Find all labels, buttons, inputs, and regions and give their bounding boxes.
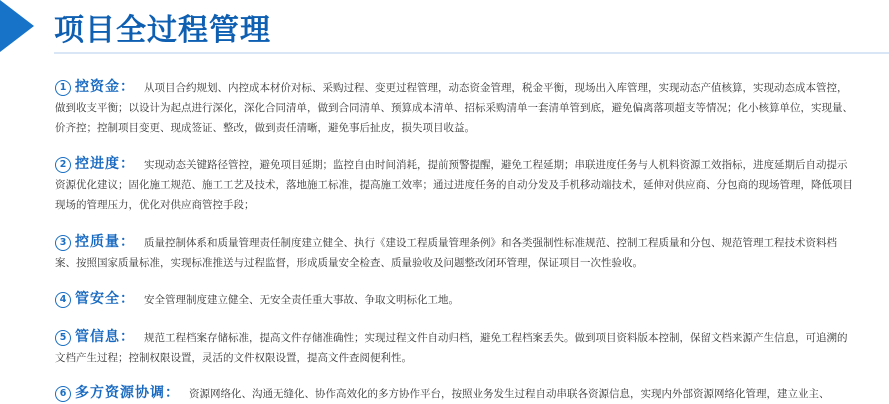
section-number-badge: 3	[55, 235, 71, 251]
section-body: 从项目合约规划、内控成本材价对标、采购过程、变更过程管理，动态资金管理，税金平衡，现场出入库管理，实现动态产值核算，实现动态成本管控，做到收支平衡；以设计为起点进行深化，深化合同清单，做到合同清单、预算成本清单、招标采购清单一套清单管到底，避免偏离落项超支等情况；化小核算单位，实现量、价齐控；控制项目变更、现成签证、整改，做到责任清晰，避免事后扯皮，损失项目收益。	[55, 82, 853, 134]
section-body: 资源网络化、沟通无缝化、协作高效化的多方协作平台，按照业务发生过程自动串联各资源信息，实现内外部资源网络化管理，建立业主、	[189, 388, 830, 400]
section-control-funds	[55, 77, 855, 138]
section-paragraph: 5 管信息： 规范工程档案存储标准，提高文件存储准确性；实现过程文件自动归档，避免工程档案丢失。做到项目资料版本控制，保留文档来源产生信息，可追溯的文档产生过程；控制权限设置，灵活的文件权限设置，提高文件查阅便利性。	[55, 329, 848, 364]
section-heading: 多方资源协调	[75, 385, 165, 401]
section-number-badge: 6	[55, 386, 71, 402]
section-number-badge: 5	[55, 330, 71, 346]
triangle-marker-icon	[0, 0, 34, 52]
section-heading: 管信息	[75, 329, 120, 345]
section-heading: 控质量	[75, 234, 120, 250]
page-title: 项目全过程管理	[54, 13, 271, 48]
section-paragraph: 1 控资金： 从项目合约规划、内控成本材价对标、采购过程、变更过程管理，动态资金管理，税金平衡，现场出入库管理，实现动态产值核算，实现动态成本管控，做到收支平衡；以设计为起点进行深化，深化合同清单，做到合同清单、预算成本清单、招标采购清单一套清单管到底，避免偏离落项超支等情况；化小核算单位，实现量、价齐控；控制项目变更、现成签证、整改，做到责任清晰，避免事后扯皮，损失项目收益。	[55, 79, 853, 134]
section-paragraph: 4 管安全： 安全管理制度建立健全、无安全责任重大事故、争取文明标化工地。	[55, 289, 855, 310]
section-body: 质量控制体系和质量管理责任制度建立健全、执行《建设工程质量管理条例》和各类强制性标准规范、控制工程质量和分包、规范管理工程技术资料档案、按照国家质量标准，实现标准推送与过程监督，形成质量安全检查、质量验收及问题整改闭环管理，保证项目一次性验收。	[55, 237, 837, 269]
section-paragraph: 3 控质量： 质量控制体系和质量管理责任制度建立健全、执行《建设工程质量管理条例》和各类强制性标准规范、控制工程质量和分包、规范管理工程技术资料档案、按照国家质量标准，实现标准推送与过程监督，形成质量安全检查、质量验收及问题整改闭环管理，保证项目一次性验收。	[55, 234, 837, 269]
section-paragraph: 6 多方资源协调： 资源网络化、沟通无缝化、协作高效化的多方协作平台，按照业务发生过程自动串联各资源信息，实现内外部资源网络化管理，建立业主、	[55, 383, 855, 404]
section-heading: 管安全	[75, 291, 120, 307]
page-header	[0, 0, 889, 56]
section-heading: 控进度	[75, 156, 120, 172]
section-number-badge: 1	[55, 80, 71, 96]
section-number-badge: 4	[55, 292, 71, 308]
section-heading: 控资金	[75, 79, 120, 95]
section-number-badge: 2	[55, 157, 71, 173]
section-body: 规范工程档案存储标准，提高文件存储准确性；实现过程文件自动归档，避免工程档案丢失。做到项目资料版本控制，保留文档来源产生信息，可追溯的文档产生过程；控制权限设置，灵活的文件权限设置，提高文件查阅便利性。	[55, 332, 848, 364]
section-body: 实现动态关键路径管控，避免项目延期；监控自由时间消耗，提前预警提醒，避免工程延期；串联进度任务与人机料资源工效指标，进度延期后自动提示资源优化建议；固化施工规范、施工工艺及技术，落地施工标准，提高施工效率；通过进度任务的自动分发及手机移动端技术，延伸对供应商、分包商的现场管理，降低项目现场的管理压力，优化对供应商管控手段；	[55, 159, 853, 211]
section-manage-safety	[55, 289, 855, 310]
section-manage-information	[55, 327, 855, 368]
section-resource-coordination	[55, 383, 855, 404]
section-control-quality	[55, 232, 855, 273]
header-divider	[54, 52, 889, 54]
section-control-schedule	[55, 154, 855, 215]
section-paragraph: 2 控进度： 实现动态关键路径管控，避免项目延期；监控自由时间消耗，提前预警提醒，避免工程延期；串联进度任务与人机料资源工效指标，进度延期后自动提示资源优化建议；固化施工规范、施工工艺及技术，落地施工标准，提高施工效率；通过进度任务的自动分发及手机移动端技术，延伸对供应商、分包商的现场管理，降低项目现场的管理压力，优化对供应商管控手段；	[55, 156, 853, 211]
section-body: 安全管理制度建立健全、无安全责任重大事故、争取文明标化工地。	[144, 294, 459, 306]
